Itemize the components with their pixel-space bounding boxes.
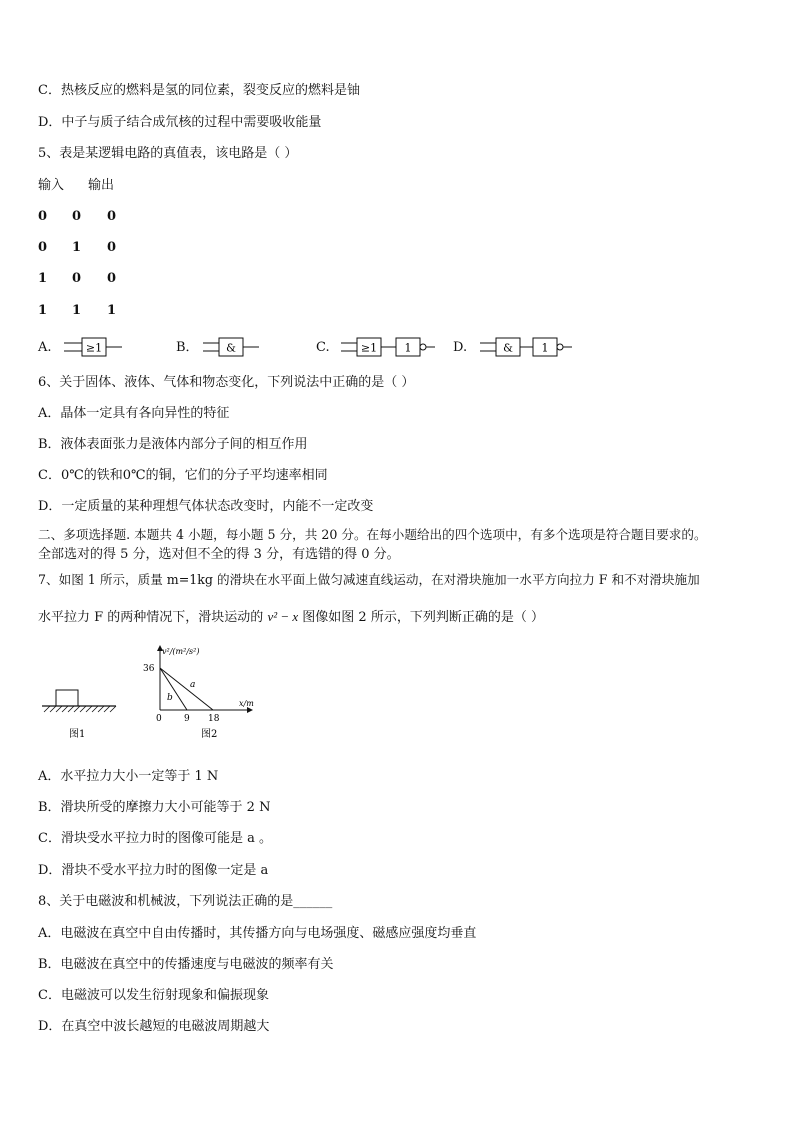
q7-stem-line1: 7、如图 1 所示，质量 m=1kg 的滑块在水平面上做匀减速直线运动，在对滑块施加一水平方向拉力 F 和不对滑块施加 (38, 572, 700, 587)
nor-gate-or-text: ≥1 (360, 341, 378, 355)
truth-table-cell: 1 (38, 271, 48, 286)
nor-gate-symbol (339, 336, 439, 358)
figure-2-caption: 图2 (201, 729, 218, 740)
q8-option-b: B．电磁波在真空中的传播速度与电磁波的频率有关 (38, 957, 334, 972)
truth-table-cell: 1 (38, 303, 48, 318)
gate-option-a-label: A. (38, 340, 52, 355)
truth-table-cell: 0 (107, 271, 117, 286)
line-a (160, 668, 213, 710)
gate-option-d-label: D. (453, 340, 468, 355)
q8-option-d: D．在真空中波长越短的电磁波周期越大 (38, 1019, 270, 1034)
or-gate-text: ≥1 (85, 341, 103, 355)
q7-option-c: C．滑块受水平拉力时的图像可能是 a 。 (38, 831, 272, 846)
and-gate-text: & (226, 341, 236, 355)
x-tick-18: 18 (208, 714, 220, 724)
truth-table-cell: 1 (107, 303, 117, 318)
truth-table-cell: 0 (107, 240, 117, 255)
q8-option-c: C．电磁波可以发生衍射现象和偏振现象 (38, 988, 269, 1003)
line-b (160, 668, 187, 710)
truth-table-cell: 0 (72, 209, 82, 224)
truth-table-header-output: 输出 (88, 178, 115, 193)
x-axis-label: x/m (239, 699, 254, 708)
figure-1 (42, 690, 116, 740)
q6-stem: 6、关于固体、液体、气体和物态变化，下列说法中正确的是（ ） (38, 375, 415, 390)
truth-table-cell: 0 (107, 209, 117, 224)
q7-option-b: B．滑块所受的摩擦力大小可能等于 2 N (38, 800, 271, 815)
q7-formula: v² − x (267, 609, 299, 624)
x-tick-9: 9 (184, 714, 190, 724)
q7-stem-line2-part1: 水平拉力 F 的两种情况下，滑块运动的 (38, 610, 264, 625)
q4-option-c: C．热核反应的燃料是氢的同位素，裂变反应的燃料是铀 (38, 83, 360, 98)
q4-option-d: D．中子与质子结合成氘核的过程中需要吸收能量 (38, 115, 322, 130)
q6-option-b: B．液体表面张力是液体内部分子间的相互作用 (38, 437, 308, 452)
q7-stem-line2 (38, 608, 544, 627)
section2-instructions-line2: 全部选对的得 5 分，选对但不全的得 3 分，有选错的得 0 分。 (38, 547, 400, 562)
truth-table-cell: 1 (72, 303, 82, 318)
truth-table-cell: 0 (38, 209, 48, 224)
truth-table-cell: 0 (72, 271, 82, 286)
or-gate-symbol (62, 336, 124, 358)
truth-table-cell: 1 (72, 240, 82, 255)
q7-option-d: D．滑块不受水平拉力时的图像一定是 a (38, 863, 269, 878)
q5-stem: 5、表是某逻辑电路的真值表，该电路是（ ） (38, 146, 298, 161)
q8-option-a: A．电磁波在真空中自由传播时，其传播方向与电场强度、磁感应强度均垂直 (38, 926, 477, 941)
line-b-label: b (167, 693, 173, 703)
q6-option-d: D．一定质量的某种理想气体状态改变时，内能不一定改变 (38, 499, 374, 514)
q6-option-a: A．晶体一定具有各向异性的特征 (38, 406, 230, 421)
q6-option-c: C．0℃的铁和0℃的铜，它们的分子平均速率相同 (38, 468, 328, 483)
nor-gate-not-text: 1 (404, 341, 412, 355)
truth-table-cell: 0 (38, 240, 48, 255)
x-tick-0: 0 (156, 714, 162, 724)
q7-figures (36, 642, 276, 746)
gate-option-c-label: C. (316, 340, 330, 355)
nand-gate-not-text: 1 (541, 341, 549, 355)
y-axis-label: v²/(m²/s²) (162, 647, 200, 656)
gate-option-b-label: B． (176, 340, 199, 355)
y-tick-36: 36 (143, 664, 155, 674)
and-gate-symbol (201, 336, 263, 358)
figure-2 (143, 645, 254, 740)
nand-gate-symbol (478, 336, 578, 358)
figure-1-caption: 图1 (69, 729, 86, 740)
line-a-label: a (190, 680, 196, 690)
q7-stem-line2-part2: 图像如图 2 所示，下列判断正确的是（ ） (302, 610, 544, 625)
nand-gate-and-text: & (503, 341, 513, 355)
section2-instructions-line1: 二、多项选择题. 本题共 4 小题，每小题 5 分，共 20 分。在每小题给出的四个选项中，有多个选项是符合题目要求的。 (38, 527, 707, 542)
q7-option-a: A．水平拉力大小一定等于 1 N (38, 769, 219, 784)
q8-stem: 8、关于电磁波和机械波，下列说法正确的是______ (38, 894, 333, 909)
truth-table-header-input: 输入 (38, 178, 65, 193)
